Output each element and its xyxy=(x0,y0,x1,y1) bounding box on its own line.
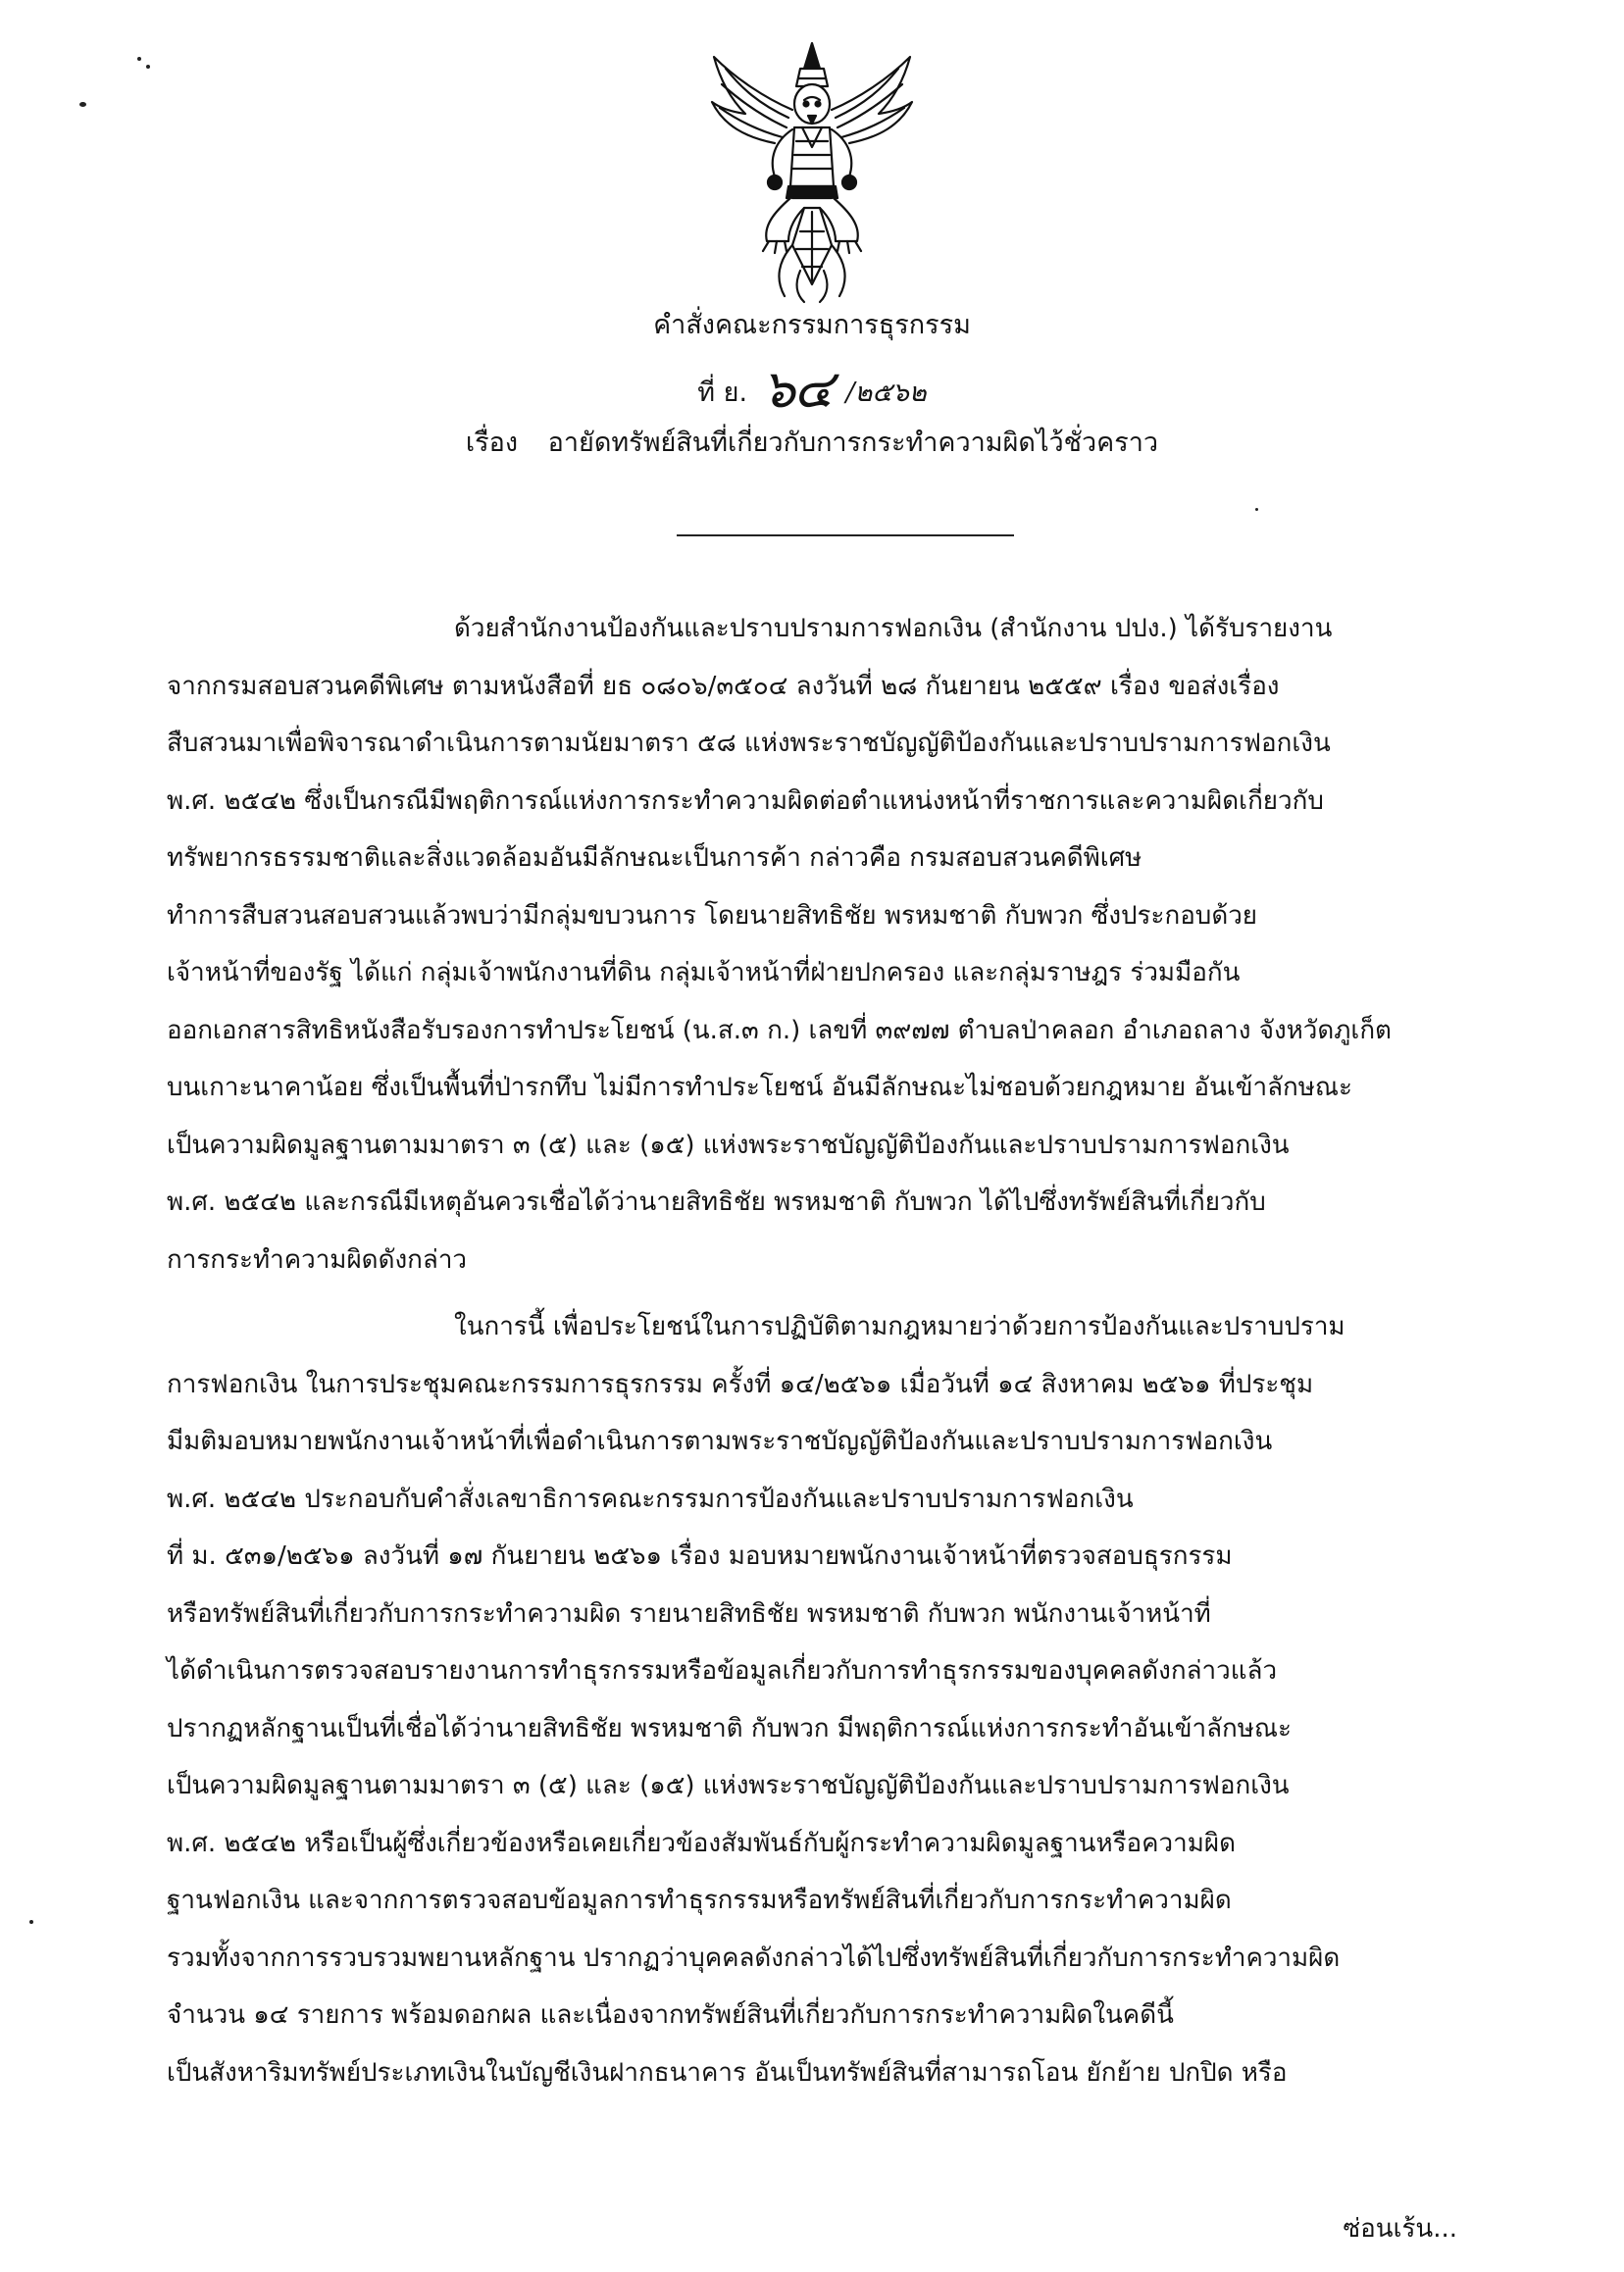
order-number xyxy=(0,358,1624,420)
scan-speck xyxy=(1255,508,1258,511)
scan-speck xyxy=(29,1920,33,1924)
garuda-emblem xyxy=(706,39,918,304)
order-number-handwritten: ๖๔ xyxy=(761,358,832,420)
continued-marker: ซ่อนเร้น... xyxy=(1343,2214,1457,2244)
subject-label: เรื่อง xyxy=(465,428,519,458)
header-divider xyxy=(677,534,1014,536)
scan-speck xyxy=(79,102,86,107)
order-number-prefix: ที่ ย. xyxy=(697,378,748,408)
subject-line xyxy=(0,429,1624,456)
scan-speck xyxy=(137,57,141,61)
scan-speck xyxy=(146,65,150,69)
order-number-year: /๒๕๖๒ xyxy=(845,378,927,408)
order-title: คำสั่งคณะกรรมการธุรกรรม xyxy=(653,310,971,340)
subject-text: อายัดทรัพย์สินที่เกี่ยวกับการกระทำความผิดไว้ชั่วคราว xyxy=(547,428,1159,458)
